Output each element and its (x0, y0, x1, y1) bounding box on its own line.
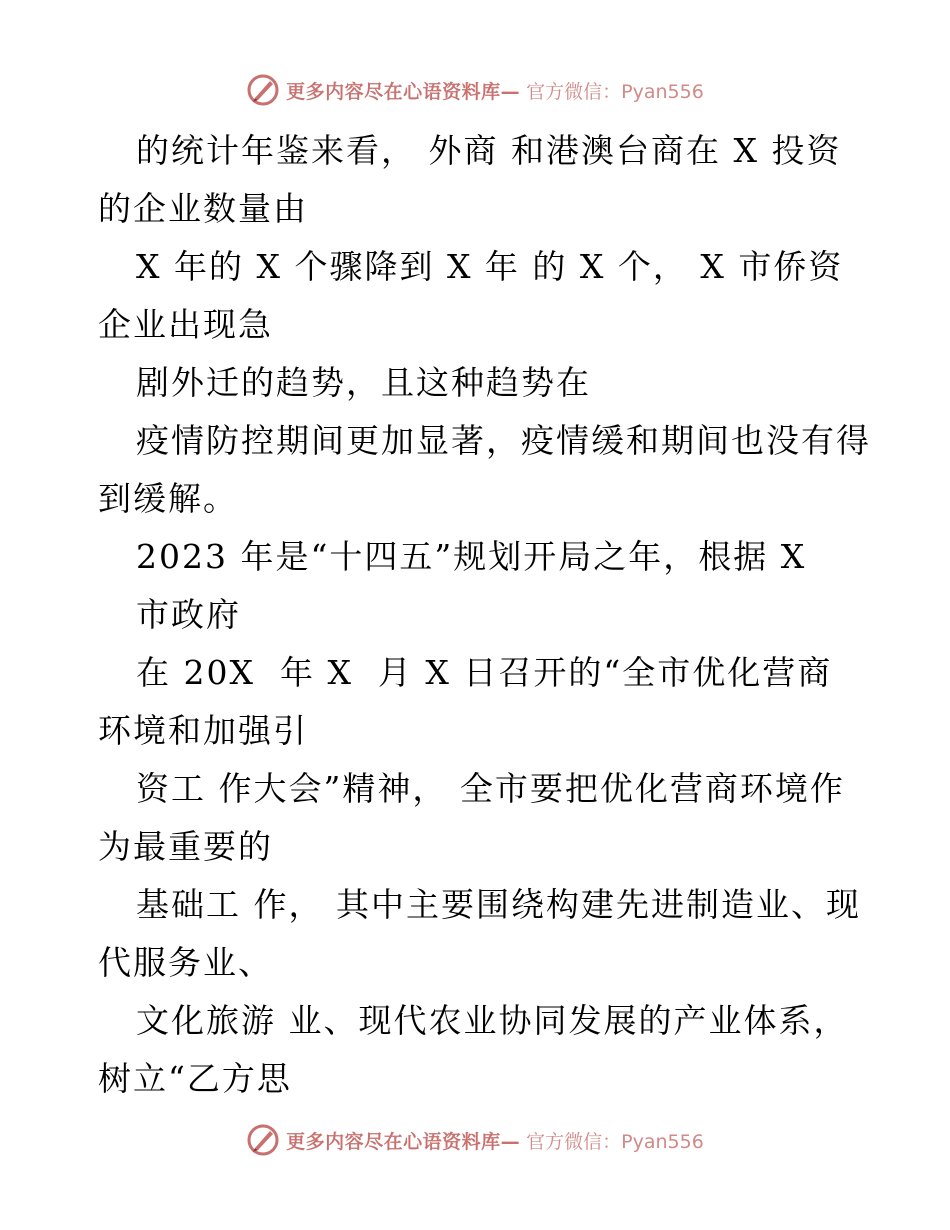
text-line: 的企业数量由 (98, 189, 308, 228)
document-body (98, 122, 871, 1108)
text-line: 环境和加强引 (98, 711, 308, 750)
text-line: 基础工 作， 其中主要围绕构建先进制造业、现 (136, 885, 861, 924)
text-line: 企业出现急 (98, 305, 273, 344)
quill-pen-circle-icon (246, 73, 280, 107)
text-line: 2023 年是“十四五”规划开局之年，根据 X (136, 537, 807, 576)
text-line: 为最重要的 (98, 827, 273, 866)
text-line: 代服务业、 (98, 943, 273, 982)
text-line: 市政府 (136, 595, 241, 634)
text-line: X 年的 X 个骤降到 X 年 的 X 个， X 市侨资 (136, 247, 844, 286)
banner-title: 更多内容尽在心语资料库— (286, 80, 521, 103)
text-line: 的统计年鉴来看， 外商 和港澳台商在 X 投资 (136, 131, 842, 170)
text-line: 剧外迁的趋势，且这种趋势在 (136, 363, 591, 402)
quill-pen-circle-icon (246, 1123, 280, 1157)
footer-banner (0, 1120, 950, 1160)
text-line: 文化旅游 业、现代农业协同发展的产业体系， (136, 1001, 849, 1040)
text-line: 到缓解。 (98, 479, 238, 518)
header-banner (0, 70, 950, 110)
text-line: 树立“乙方思 (98, 1059, 292, 1098)
banner-title: 更多内容尽在心语资料库— (286, 1130, 521, 1153)
text-line: 疫情防控期间更加显著，疫情缓和期间也没有得 (136, 421, 871, 460)
banner-wechat: 官方微信：Pyan556 (526, 1130, 704, 1153)
text-line: 资工 作大会”精神， 全市要把优化营商环境作 (136, 769, 845, 808)
text-line: 在 20X 年 X 月 X 日召开的“全市优化营商 (136, 653, 833, 692)
banner-wechat: 官方微信：Pyan556 (526, 80, 704, 103)
